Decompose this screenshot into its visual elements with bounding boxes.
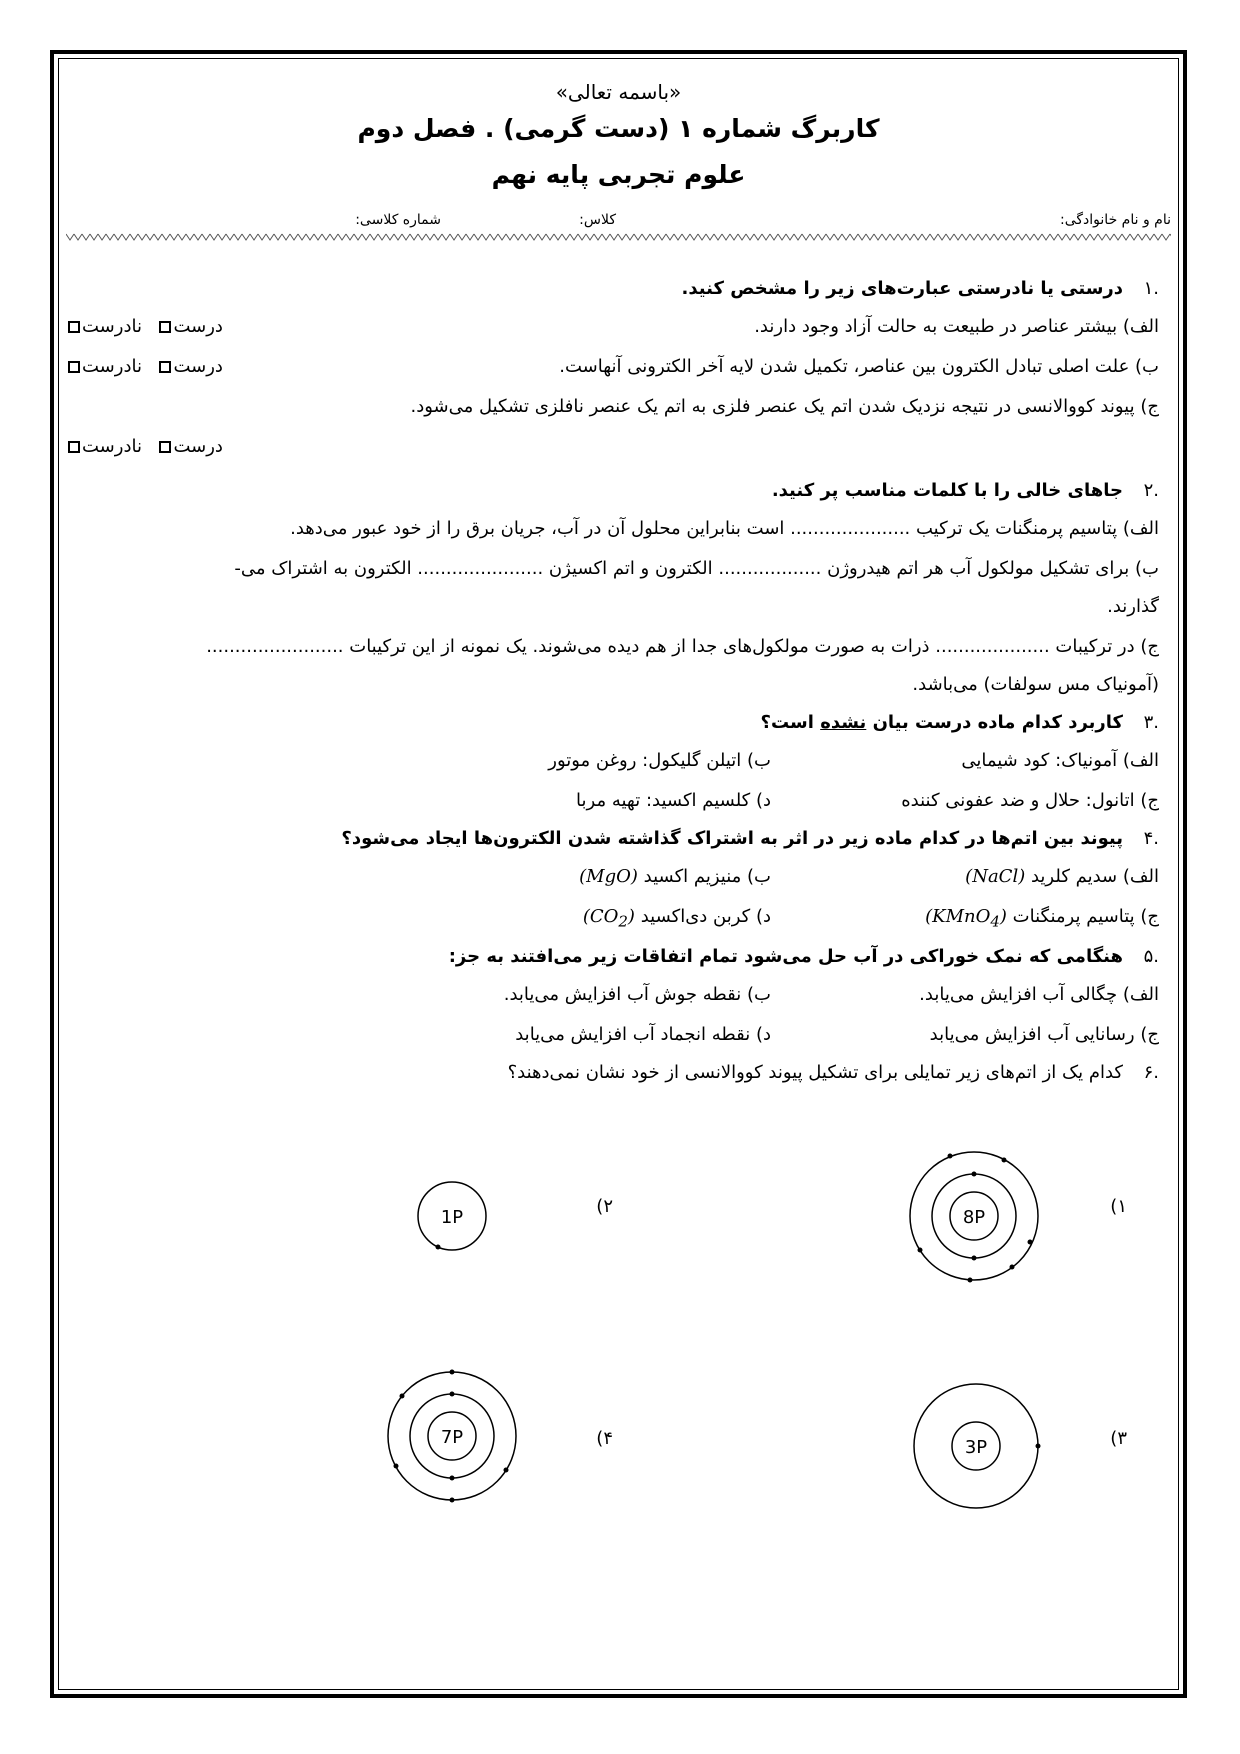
question-2-line-5: (آمونیاک مس سولفات) می‌باشد. [912, 674, 1159, 695]
atom-4-label: ۴) [596, 1428, 613, 1449]
question-5-number: .۵ [1143, 946, 1159, 967]
question-3-option-d: د) کلسیم اکسید: تهیه مربا [576, 790, 771, 811]
question-5-option-c: ج) رسانایی آب افزایش می‌یابد [929, 1024, 1159, 1045]
course-title: علوم تجربی پایه نهم [491, 160, 746, 189]
question-5-title: هنگامی که نمک خوراکی در آب حل می‌شود تمام اتفاقات زیر می‌افتند به جز: [448, 946, 1123, 967]
false-label: نادرست [82, 316, 142, 337]
question-4-option-b: ب) منیزیم اکسید (MgO) [579, 866, 771, 887]
header-subtitle: «باسمه تعالی» [555, 80, 682, 104]
worksheet-page [66, 66, 1171, 1682]
atom-4-nucleus: 7P [440, 1427, 464, 1448]
question-5-option-a: الف) چگالی آب افزایش می‌یابد. [919, 984, 1159, 1005]
question-2-line-1: الف) پتاسیم پرمنگنات یک ترکیب ..................... است بنابراین محلول آن در آب، جریان برق را از خود عبور می‌دهد. [290, 518, 1159, 539]
question-2-title: جاهای خالی را با کلمات مناسب پر کنید. [771, 480, 1123, 501]
atom-2-label: ۲) [596, 1196, 613, 1217]
class-number-field-label: شماره کلاسی: [355, 212, 441, 228]
true-label: درست [173, 316, 223, 337]
question-3-option-b: ب) اتیلن گلیکول: روغن موتور [548, 750, 771, 771]
true-checkbox[interactable] [159, 321, 171, 333]
question-1-item-b-choices [66, 356, 223, 377]
question-3-number: .۳ [1143, 712, 1159, 733]
question-1-item-a-choices [66, 316, 223, 337]
emphasis-underline: نشده [820, 712, 867, 733]
atom-3-diagram [906, 1376, 1046, 1516]
question-1-item-c-choices [66, 436, 223, 457]
question-3-option-c: ج) اتانول: حلال و ضد عفونی کننده [901, 790, 1159, 811]
question-3-option-a: الف) آمونیاک: کود شیمایی [961, 750, 1159, 771]
question-4-option-d: د) کربن دی‌اکسید $(CO_2)$ [582, 906, 771, 931]
false-label: نادرست [82, 356, 142, 377]
question-6-title: کدام یک از اتم‌های زیر تمایلی برای تشکیل پیوند کووالانسی از خود نشان نمی‌دهند؟ [507, 1062, 1123, 1083]
question-4-number: .۴ [1143, 828, 1159, 849]
true-checkbox[interactable] [159, 361, 171, 373]
question-2-line-4: ج) در ترکیبات .................... ذرات به صورت مولکول‌های جدا از هم دیده می‌شوند. یک نمونه از این ترکیبات ........................ [206, 636, 1159, 657]
false-checkbox[interactable] [68, 321, 80, 333]
worksheet-title: کاربرگ شماره ۱ (دست گرمی) . فصل دوم [357, 114, 880, 143]
atom-3-nucleus: 3P [964, 1437, 988, 1458]
atom-2-nucleus: 1P [440, 1207, 464, 1228]
atom-1-nucleus: 8P [962, 1207, 986, 1228]
true-label: درست [173, 436, 223, 457]
question-1-title: درستی یا نادرستی عبارت‌های زیر را مشخص کنید. [681, 278, 1123, 299]
question-3-title: کاربرد کدام ماده درست بیان نشده است؟ [760, 712, 1123, 733]
question-4-title: پیوند بین اتم‌ها در کدام ماده زیر در اثر به اشتراک گذاشته شدن الکترون‌ها ایجاد می‌شود؟ [341, 828, 1123, 849]
header-separator [66, 232, 1171, 242]
atom-1-diagram [904, 1146, 1044, 1286]
question-6-number: .۶ [1143, 1062, 1159, 1083]
false-checkbox[interactable] [68, 441, 80, 453]
question-2-line-2: ب) برای تشکیل مولکول آب هر اتم هیدروژن .................. الکترون و اتم اکسیژن ...................... الکترون به اشتراک می- [234, 558, 1159, 579]
question-4-option-a: الف) سدیم کلرید (NaCl) [965, 866, 1159, 887]
question-5-option-d: د) نقطه انجماد آب افزایش می‌یابد [515, 1024, 771, 1045]
question-1-item-c: ج) پیوند کووالانسی در نتیجه نزدیک شدن اتم یک عنصر فلزی به اتم یک عنصر نافلزی تشکیل می‌شود. [410, 396, 1159, 417]
class-field-label: کلاس: [579, 212, 616, 228]
question-2-line-3: گذارند. [1107, 596, 1159, 617]
atom-1-label: ۱) [1110, 1196, 1127, 1217]
true-checkbox[interactable] [159, 441, 171, 453]
name-field-label: نام و نام خانوادگی: [1060, 212, 1171, 228]
question-2-number: .۲ [1143, 480, 1159, 501]
true-label: درست [173, 356, 223, 377]
atom-3-label: ۳) [1110, 1428, 1127, 1449]
atom-2-diagram [412, 1176, 492, 1256]
question-1-item-a: الف) بیشتر عناصر در طبیعت به حالت آزاد وجود دارند. [754, 316, 1159, 337]
question-4-option-c: ج) پتاسیم پرمنگنات (KMnO$_4$) [925, 906, 1159, 931]
question-1-item-b: ب) علت اصلی تبادل الکترون بین عناصر، تکمیل شدن لایه آخر الکترونی آنهاست. [559, 356, 1159, 377]
false-checkbox[interactable] [68, 361, 80, 373]
question-5-option-b: ب) نقطه جوش آب افزایش می‌یابد. [503, 984, 771, 1005]
false-label: نادرست [82, 436, 142, 457]
atom-4-diagram [382, 1366, 522, 1506]
question-1-number: .۱ [1143, 278, 1159, 299]
